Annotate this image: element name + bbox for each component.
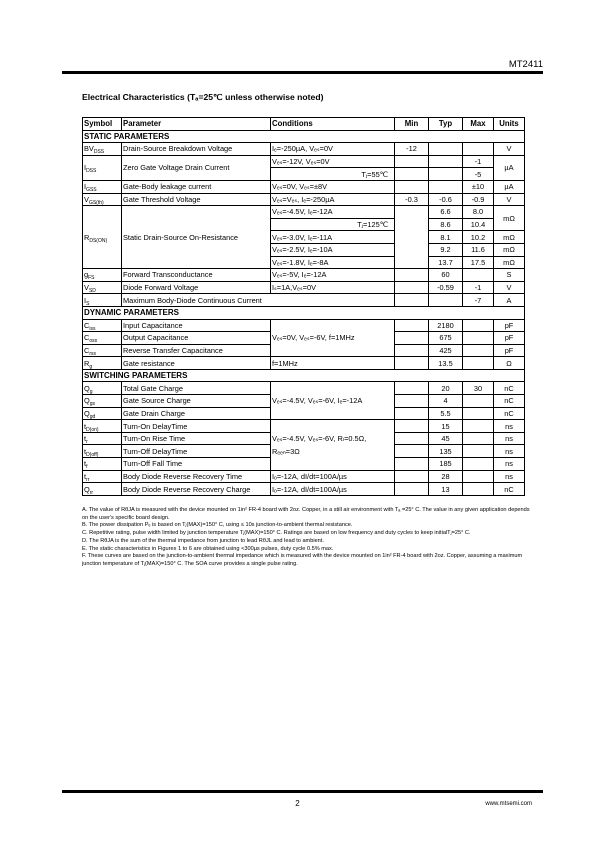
typ: 425: [429, 344, 463, 357]
table-row: [83, 206, 525, 219]
table-header-row: [83, 118, 525, 131]
table-row: [83, 155, 525, 168]
table-row: [83, 483, 525, 496]
max: -5: [463, 168, 494, 181]
conditions: Vₑₛ=-12V, Vₑₛ=0V: [271, 155, 395, 168]
table-row: [83, 294, 525, 307]
unit: ns: [494, 420, 525, 433]
unit: nC: [494, 407, 525, 420]
typ: 45: [429, 432, 463, 445]
symbol: $C_{iss}$: [83, 319, 122, 332]
symbol: $t_r$: [83, 432, 122, 445]
unit: V: [494, 193, 525, 206]
symbol: $Q_{gs}$: [83, 395, 122, 408]
parameter: Maximum Body-Diode Continuous Current: [122, 294, 395, 307]
conditions: Vₑₛ=-5V, Iₑ=-12A: [271, 269, 395, 282]
col-parameter: Parameter: [122, 118, 271, 131]
symbol: $t_{D(on)}$: [83, 420, 122, 433]
max: 10.2: [463, 231, 494, 244]
unit: A: [494, 294, 525, 307]
note-a: A. The value of RθJA is measured with the device mounted on 1in² FR-4 board with 2oz. Copper, in a still air environment with Tₐ =25° C. The value in any given application depends on the user's specific board design.: [82, 507, 530, 521]
typ: -0.6: [429, 193, 463, 206]
parameter: Gate Drain Charge: [122, 407, 271, 420]
conditions: Vₑₛ=-1.8V, Iₑ=-8A: [271, 256, 395, 269]
section-dynamic: DYNAMIC PARAMETERS: [83, 306, 525, 319]
section-switching: SWITCHING PARAMETERS: [83, 369, 525, 382]
max: -1: [463, 281, 494, 294]
symbol: $C_{oss}$: [83, 332, 122, 345]
max: 30: [463, 382, 494, 395]
section-title: Electrical Characteristics (Tₐ=25℃ unless otherwise noted): [82, 92, 324, 102]
typ: 28: [429, 470, 463, 483]
symbol: $I_S$: [83, 294, 122, 307]
unit: S: [494, 269, 525, 282]
parameter: Drain-Source Breakdown Voltage: [122, 143, 271, 156]
conditions: Iₒ=-12A, dI/dt=100A/µs: [271, 483, 395, 496]
parameter: Turn-On DelayTime: [122, 420, 271, 433]
conditions: f=1MHz: [271, 357, 395, 370]
table-row: [83, 357, 525, 370]
parameter: Static Drain-Source On-Resistance: [122, 206, 271, 269]
typ: 15: [429, 420, 463, 433]
col-conditions: Conditions: [271, 118, 395, 131]
unit: Ω: [494, 357, 525, 370]
unit: ns: [494, 432, 525, 445]
parameter: Body Diode Reverse Recovery Time: [122, 470, 271, 483]
table-row: [83, 143, 525, 156]
unit: µA: [494, 180, 525, 193]
max: -7: [463, 294, 494, 307]
table-row: [83, 420, 525, 433]
parameter: Diode Forward Voltage: [122, 281, 271, 294]
parameter: Total Gate Charge: [122, 382, 271, 395]
table-row: [83, 269, 525, 282]
website: www.mtsemi.com: [485, 801, 532, 807]
electrical-characteristics-table: [82, 117, 525, 496]
min: -0.3: [395, 193, 429, 206]
parameter: Turn-On Rise Time: [122, 432, 271, 445]
conditions: Vₑₛ=0V, Vₑₛ=-6V, f=1MHz: [271, 319, 395, 357]
symbol: $R_{DS(ON)}$: [83, 206, 122, 269]
unit: mΩ: [494, 256, 525, 269]
conditions: Vₑₛ=-4.5V, Vₑₛ=-6V, Iₑ=-12A: [271, 382, 395, 420]
typ: 60: [429, 269, 463, 282]
typ: 13.5: [429, 357, 463, 370]
unit: ns: [494, 445, 525, 458]
col-typ: Typ: [429, 118, 463, 131]
table-row: [83, 180, 525, 193]
unit: mΩ: [494, 243, 525, 256]
typ: 8.6: [429, 218, 463, 231]
min: -12: [395, 143, 429, 156]
parameter: Gate Threshold Voltage: [122, 193, 271, 206]
note-b: B. The power dissipation Pₑ is based on Tⱼ(MAX)=150° C, using ≤ 10s junction-to-ambient thermal resistance.: [82, 522, 353, 529]
max: 17.5: [463, 256, 494, 269]
table-row: [83, 319, 525, 332]
typ: 13: [429, 483, 463, 496]
max: 8.0: [463, 206, 494, 219]
max: -0.9: [463, 193, 494, 206]
typ: 8.1: [429, 231, 463, 244]
symbol: $t_{rr}$: [83, 470, 122, 483]
symbol: $C_{rss}$: [83, 344, 122, 357]
max: ±10: [463, 180, 494, 193]
unit: V: [494, 143, 525, 156]
typ: 4: [429, 395, 463, 408]
conditions: Vₑₛ=-4.5V, Iₑ=-12A: [271, 206, 395, 219]
unit: nC: [494, 382, 525, 395]
parameter: Forward Transconductance: [122, 269, 271, 282]
unit: pF: [494, 332, 525, 345]
parameter: Output Capacitance: [122, 332, 271, 345]
table-row: [83, 470, 525, 483]
symbol: $g_{FS}$: [83, 269, 122, 282]
symbol: $Q_{gd}$: [83, 407, 122, 420]
parameter: Input Capacitance: [122, 319, 271, 332]
symbol: $V_{SD}$: [83, 281, 122, 294]
typ: 5.5: [429, 407, 463, 420]
section-static: STATIC PARAMETERS: [83, 130, 525, 143]
unit: mΩ: [494, 206, 525, 231]
table-row: [83, 281, 525, 294]
conditions: Vₑₛ=-2.5V, Iₑ=-10A: [271, 243, 395, 256]
conditions: Tⱼ=125℃: [271, 218, 395, 231]
symbol: $t_{D(off)}$: [83, 445, 122, 458]
max: -1: [463, 155, 494, 168]
unit: ns: [494, 458, 525, 471]
symbol: $t_f$: [83, 458, 122, 471]
conditions: Vₑₛ=Vₑₛ, Iₑ=-250µA: [271, 193, 395, 206]
typ: 6.6: [429, 206, 463, 219]
conditions: Tⱼ=55℃: [271, 168, 395, 181]
conditions: Vₑₛ=0V, Vₑₛ=±8V: [271, 180, 395, 193]
conditions: Iₑ=-250µA, Vₑₛ=0V: [271, 143, 395, 156]
parameter: Turn-Off DelayTime: [122, 445, 271, 458]
note-f: F. These curves are based on the junction-to-ambient thermal impedance which is measured with the device mounted on 1in² FR-4 board with 2oz. Copper, assuming a maximum junction temperature of Tⱼ(MAX)=150° C. The SOA curve provides a single pulse rating.: [82, 553, 523, 567]
table-row: [83, 382, 525, 395]
note-c: C. Repetitive rating, pulse width limited by junction temperature Tⱼ(MAX)=150° C. Ratings are based on low frequency and duty cycles to keep initialTⱼ=25° C.: [82, 530, 471, 537]
parameter: Reverse Transfer Capacitance: [122, 344, 271, 357]
col-symbol: Symbol: [83, 118, 122, 131]
unit: V: [494, 281, 525, 294]
conditions: Iₒ=-12A, dI/dt=100A/µs: [271, 470, 395, 483]
typ: 20: [429, 382, 463, 395]
unit: nC: [494, 395, 525, 408]
footnotes: [82, 507, 532, 569]
header-rule: [62, 71, 543, 74]
unit: mΩ: [494, 231, 525, 244]
parameter: Gate Source Charge: [122, 395, 271, 408]
note-d: D. The RθJA is the sum of the thermal impedance from junction to lead RθJL and lead to ambient.: [82, 537, 324, 544]
footer-rule: [62, 790, 543, 793]
typ: 13.7: [429, 256, 463, 269]
conditions: Vₑₛ=-3.0V, Iₑ=-11A: [271, 231, 395, 244]
typ: 675: [429, 332, 463, 345]
part-number: MT2411: [508, 59, 543, 70]
parameter: Body Diode Reverse Recovery Charge: [122, 483, 271, 496]
parameter: Turn-Off Fall Time: [122, 458, 271, 471]
max: 10.4: [463, 218, 494, 231]
symbol: $I_{GSS}$: [83, 180, 122, 193]
col-max: Max: [463, 118, 494, 131]
unit: pF: [494, 344, 525, 357]
symbol: $BV_{DSS}$: [83, 143, 122, 156]
table-row: [83, 193, 525, 206]
typ: 135: [429, 445, 463, 458]
unit: nC: [494, 483, 525, 496]
parameter: Zero Gate Voltage Drain Current: [122, 155, 271, 180]
symbol: $Q_g$: [83, 382, 122, 395]
symbol: $V_{GS(th)}$: [83, 193, 122, 206]
page-number: 2: [295, 799, 300, 808]
unit: µA: [494, 155, 525, 180]
unit: pF: [494, 319, 525, 332]
typ: 185: [429, 458, 463, 471]
unit: ns: [494, 470, 525, 483]
max: 11.6: [463, 243, 494, 256]
symbol: $I_{DSS}$: [83, 155, 122, 180]
conditions: Vₑₛ=-4.5V, Vₑₛ=-6V, Rₗ=0.5Ω, Rₑₑₙ=3Ω: [271, 420, 395, 470]
symbol: $Q_{rr}$: [83, 483, 122, 496]
parameter: Gate resistance: [122, 357, 271, 370]
conditions: Iₛ=1A,Vₑₛ=0V: [271, 281, 395, 294]
typ: 2180: [429, 319, 463, 332]
typ: 9.2: [429, 243, 463, 256]
typ: -0.59: [429, 281, 463, 294]
note-e: E. The static characteristics in Figures 1 to 6 are obtained using <300µs pulses, duty cycle 0.5% max.: [82, 545, 334, 552]
col-min: Min: [395, 118, 429, 131]
symbol: $R_g$: [83, 357, 122, 370]
col-units: Units: [494, 118, 525, 131]
parameter: Gate-Body leakage current: [122, 180, 271, 193]
